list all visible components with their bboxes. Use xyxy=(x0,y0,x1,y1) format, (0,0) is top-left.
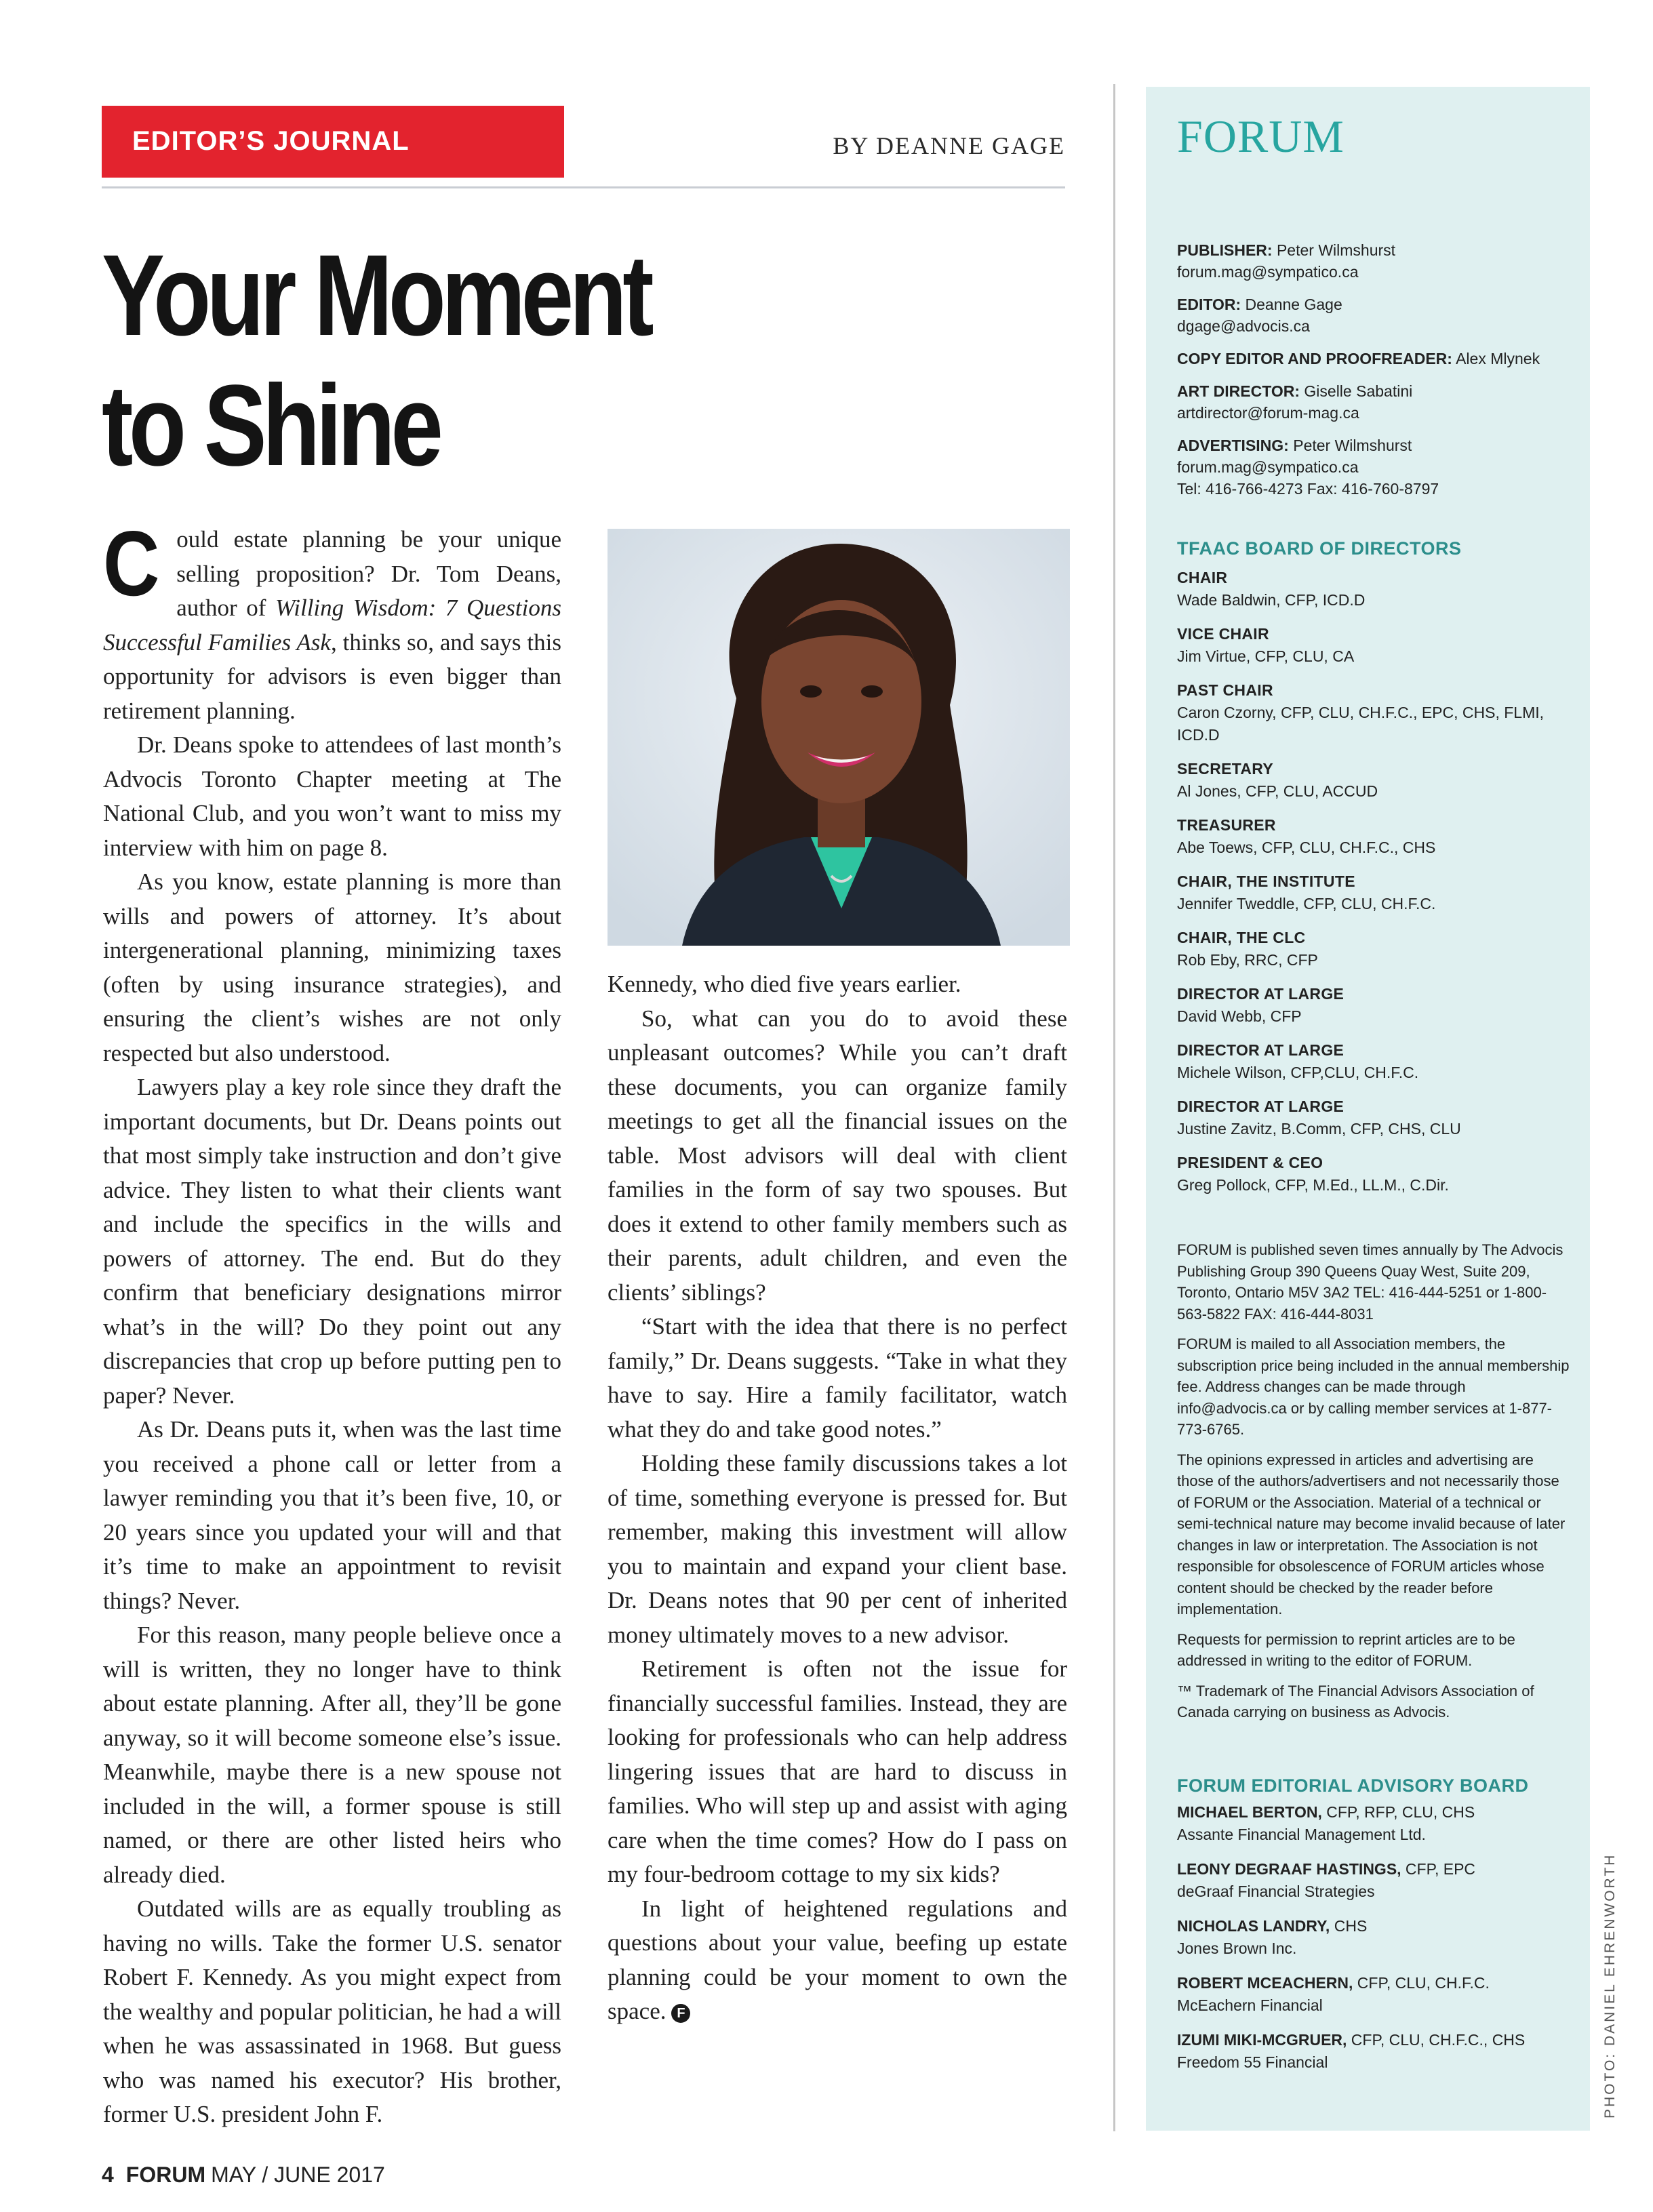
note-trademark: ™ Trademark of The Financial Advisors Association of Canada carrying on business as Advocis. xyxy=(1177,1682,1534,1721)
publisher-name: Peter Wilmshurst xyxy=(1276,241,1396,259)
board-role: DIRECTOR AT LARGE xyxy=(1177,985,1345,1003)
board-member xyxy=(1177,679,1570,746)
board-name: Caron Czorny, CFP, CLU, CH.F.C., EPC, CHS, FLMI, ICD.D xyxy=(1177,704,1545,744)
advisory-member xyxy=(1177,1915,1570,1960)
board-role: PAST CHAIR xyxy=(1177,681,1273,699)
paragraph-1-text-a: ould estate planning be your unique selling proposition? Dr. Tom Deans, author of xyxy=(176,526,561,621)
board-member xyxy=(1177,927,1570,971)
publisher-email: forum.mag@sympatico.ca xyxy=(1177,263,1359,281)
board-name: David Webb, CFP xyxy=(1177,1007,1302,1025)
masthead-copy-editor xyxy=(1177,348,1570,369)
board-name: Jennifer Tweddle, CFP, CLU, CH.F.C. xyxy=(1177,895,1436,912)
board-title: TFAAC BOARD OF DIRECTORS xyxy=(1177,538,1462,559)
paragraph-3: As you know, estate planning is more than wills and powers of attorney. It’s about intergenerational planning, minimizing taxes (often by using insurance strategies), and ensuring the client’s wishes are not only respected but also understood. xyxy=(103,868,561,1066)
headline xyxy=(102,230,650,491)
book-title: Willing Wisdom: 7 Questions Successful Families Ask xyxy=(103,595,561,656)
masthead-sidebar xyxy=(1146,87,1590,2131)
masthead-editor xyxy=(1177,294,1570,337)
headline-line-1: Your Moment xyxy=(102,231,650,360)
portrait-photo xyxy=(608,529,1070,946)
advisory-member xyxy=(1177,1801,1570,1846)
note-reprint: Requests for permission to reprint articles are to be addressed in writing to the editor of FORUM. xyxy=(1177,1630,1515,1669)
board-name: Michele Wilson, CFP,CLU, CH.F.C. xyxy=(1177,1064,1419,1081)
editor-email: dgage@advocis.ca xyxy=(1177,317,1310,335)
publisher-label: PUBLISHER: xyxy=(1177,241,1273,259)
board-role: VICE CHAIR xyxy=(1177,625,1269,643)
paragraph-7b: Kennedy, who died five years earlier. xyxy=(608,971,961,997)
board-member xyxy=(1177,870,1570,915)
board-member xyxy=(1177,983,1570,1028)
paragraph-12 xyxy=(608,1892,1067,2029)
board-name: Jim Virtue, CFP, CLU, CA xyxy=(1177,647,1355,665)
article-column-left xyxy=(103,512,561,2132)
board-name: Wade Baldwin, CFP, ICD.D xyxy=(1177,591,1366,609)
art-director-email: artdirector@forum-mag.ca xyxy=(1177,404,1359,422)
board-member xyxy=(1177,1152,1570,1197)
board-of-directors xyxy=(1177,538,1570,1208)
article-column-right xyxy=(608,967,1067,2029)
paragraph-9: “Start with the idea that there is no perfect family,” Dr. Deans suggests. “Take in what they have to say. Hire a family facilitator, watch what they do and take good notes.” xyxy=(608,1313,1067,1443)
board-member xyxy=(1177,814,1570,859)
column-divider xyxy=(1113,84,1115,2131)
note-opinions: The opinions expressed in articles and advertising are those of the authors/advertisers and not necessarily those of FORUM or the Association. Material of a technical or semi-technical nature may become invalid because of later changes in law or interpretation. The Association is not responsible for obsolescence of FORUM articles whose content should be checked by the reader before implementation. xyxy=(1177,1451,1566,1617)
advertising-name: Peter Wilmshurst xyxy=(1293,437,1412,454)
paragraph-8: So, what can you do to avoid these unpleasant outcomes? While you can’t draft these documents, you can organize family meetings to get all the financial issues on the table. Most advisors will deal with client families in the form of say two spouses. But does it extend to other family members such as their parents, adult children, and even the clients’ siblings? xyxy=(608,1005,1067,1306)
section-label: EDITOR’S JOURNAL xyxy=(132,126,410,156)
folio-magazine: FORUM xyxy=(125,2163,206,2187)
advisory-creds: CFP, RFP, CLU, CHS xyxy=(1321,1803,1475,1821)
editorial-advisory-board xyxy=(1177,1775,1570,2086)
board-name: Rob Eby, RRC, CFP xyxy=(1177,951,1318,969)
publication-notes xyxy=(1177,1239,1570,1732)
advertising-email: forum.mag@sympatico.ca xyxy=(1177,458,1359,476)
headline-line-2: to Shine xyxy=(102,361,439,490)
board-member xyxy=(1177,1095,1570,1140)
board-role: CHAIR, THE CLC xyxy=(1177,929,1306,946)
board-member xyxy=(1177,623,1570,668)
paragraph-1 xyxy=(103,512,561,728)
masthead-advertising xyxy=(1177,435,1570,500)
advisory-firm: Freedom 55 Financial xyxy=(1177,2053,1328,2071)
board-name: Abe Toews, CFP, CLU, CH.F.C., CHS xyxy=(1177,839,1436,856)
section-label-band xyxy=(102,106,564,178)
board-name: Justine Zavitz, B.Comm, CFP, CHS, CLU xyxy=(1177,1120,1461,1138)
header-rule xyxy=(102,186,1065,188)
advisory-firm: deGraaf Financial Strategies xyxy=(1177,1883,1375,1900)
forum-end-mark-icon: F xyxy=(671,2004,690,2023)
folio-issue: MAY / JUNE 2017 xyxy=(211,2163,385,2187)
advisory-name: IZUMI MIKI-MCGRUER, xyxy=(1177,2031,1347,2049)
board-role: PRESIDENT & CEO xyxy=(1177,1154,1323,1171)
portrait-illustration xyxy=(608,529,1070,946)
masthead-publisher xyxy=(1177,239,1570,283)
advisory-firm: Assante Financial Management Ltd. xyxy=(1177,1826,1426,1843)
masthead-credits xyxy=(1177,239,1570,510)
note-published: FORUM is published seven times annually by The Advocis Publishing Group 390 Queens Quay West, Suite 209, Toronto, Ontario M5V 3A2 TEL: 416-444-5251 or 1-800-563-5822 FAX: 416-444-8031 xyxy=(1177,1241,1564,1323)
advisory-member xyxy=(1177,2029,1570,2074)
board-role: DIRECTOR AT LARGE xyxy=(1177,1098,1345,1115)
copy-editor-name: Alex Mlynek xyxy=(1456,350,1540,367)
board-role: TREASURER xyxy=(1177,816,1276,834)
paragraph-11: Retirement is often not the issue for financially successful families. Instead, they are looking for professionals who can help address lingering issues that are hard to discuss in families. Who will step up and assist with aging care when the time comes? How do I pass on my four-bedroom cottage to my six kids? xyxy=(608,1655,1067,1887)
paragraph-4: Lawyers play a key role since they draft the important documents, but Dr. Deans points out that most simply take instruction and don’t give advice. They listen to what their clients want and include the specifics in the wills and powers of attorney. The end. But do they confirm that beneficiary designations mirror what’s in the will? Do they point out any discrepancies that crop up before putting pen to paper? Never. xyxy=(103,1074,561,1409)
advisory-creds: CHS xyxy=(1330,1917,1368,1935)
editor-name: Deanne Gage xyxy=(1245,296,1342,313)
board-member xyxy=(1177,758,1570,803)
drop-cap: C xyxy=(103,512,160,615)
advisory-creds: CFP, EPC xyxy=(1401,1860,1476,1878)
advisory-creds: CFP, CLU, CH.F.C., CHS xyxy=(1347,2031,1526,2049)
advisory-name: LEONY DEGRAAF HASTINGS, xyxy=(1177,1860,1401,1878)
paragraph-5: As Dr. Deans puts it, when was the last time you received a phone call or letter from a lawyer reminding you that it’s been five, 10, or 20 years since you updated your will and that it’s time to make an appointment to revisit things? Never. xyxy=(103,1416,561,1614)
paragraph-2: Dr. Deans spoke to attendees of last month’s Advocis Toronto Chapter meeting at The National Club, and you won’t want to miss my interview with him on page 8. xyxy=(103,731,561,861)
advisory-name: ROBERT MCEACHERN, xyxy=(1177,1974,1353,1992)
board-name: Greg Pollock, CFP, M.Ed., LL.M., C.Dir. xyxy=(1177,1176,1449,1194)
advisory-name: NICHOLAS LANDRY, xyxy=(1177,1917,1330,1935)
board-role: CHAIR, THE INSTITUTE xyxy=(1177,872,1355,890)
advisory-member xyxy=(1177,1972,1570,2017)
paragraph-1-text-b: , thinks so, and says this opportunity for advisors is even bigger than retirement planning. xyxy=(103,628,561,724)
board-member xyxy=(1177,567,1570,611)
advisory-name: MICHAEL BERTON, xyxy=(1177,1803,1322,1821)
advisory-creds: CFP, CLU, CH.F.C. xyxy=(1353,1974,1490,1992)
advertising-phone: Tel: 416-766-4273 Fax: 416-760-8797 xyxy=(1177,480,1439,498)
board-role: DIRECTOR AT LARGE xyxy=(1177,1041,1345,1059)
advertising-label: ADVERTISING: xyxy=(1177,437,1289,454)
art-director-label: ART DIRECTOR: xyxy=(1177,382,1300,400)
board-member xyxy=(1177,1039,1570,1084)
paragraph-6: For this reason, many people believe once a will is written, they no longer have to think about estate planning. After all, they’ll be gone anyway, so it will become someone else’s issue. Meanwhile, maybe there is a new spouse not included in the will, a former spouse is still named, or there are other listed heirs who already died. xyxy=(103,1622,561,1888)
board-role: SECRETARY xyxy=(1177,760,1273,778)
byline: BY DEANNE GAGE xyxy=(833,132,1065,159)
copy-editor-label: COPY EDITOR AND PROOFREADER: xyxy=(1177,350,1452,367)
forum-logo: FORUM xyxy=(1177,110,1345,162)
board-role: CHAIR xyxy=(1177,569,1228,586)
board-name: Al Jones, CFP, CLU, ACCUD xyxy=(1177,782,1378,800)
advisory-firm: Jones Brown Inc. xyxy=(1177,1939,1297,1957)
photo-credit: PHOTO: DANIEL EHRENWORTH xyxy=(1602,1853,1618,2118)
art-director-name: Giselle Sabatini xyxy=(1304,382,1413,400)
page-number: 4 xyxy=(102,2163,114,2187)
paragraph-7a: Outdated wills are as equally troubling as having no wills. Take the former U.S. senator Robert F. Kennedy. As you might expect from the wealthy and popular politician, he had a will when he was assassinated in 1968. But guess who was named his executor? His brother, former U.S. president John F. xyxy=(103,1895,561,2127)
paragraph-12-text: In light of heightened regulations and questions about your value, beefing up estate planning could be your moment to own the space. xyxy=(608,1895,1067,2024)
advisory-firm: McEachern Financial xyxy=(1177,1996,1323,2014)
editor-label: EDITOR: xyxy=(1177,296,1241,313)
advisory-member xyxy=(1177,1858,1570,1903)
page-folio xyxy=(102,2163,385,2188)
paragraph-10: Holding these family discussions takes a lot of time, something everyone is pressed for. But remember, making this investment will allow you to maintain and expand your client base. Dr. Deans notes that 90 per cent of inherited money ultimately moves to a new advisor. xyxy=(608,1450,1067,1648)
note-mailed: FORUM is mailed to all Association members, the subscription price being included in the annual membership fee. Address changes can be made through info@advocis.ca or by calling member services at 1-877-773-6765. xyxy=(1177,1335,1570,1438)
masthead-art-director xyxy=(1177,380,1570,424)
advisory-title: FORUM EDITORIAL ADVISORY BOARD xyxy=(1177,1775,1529,1796)
